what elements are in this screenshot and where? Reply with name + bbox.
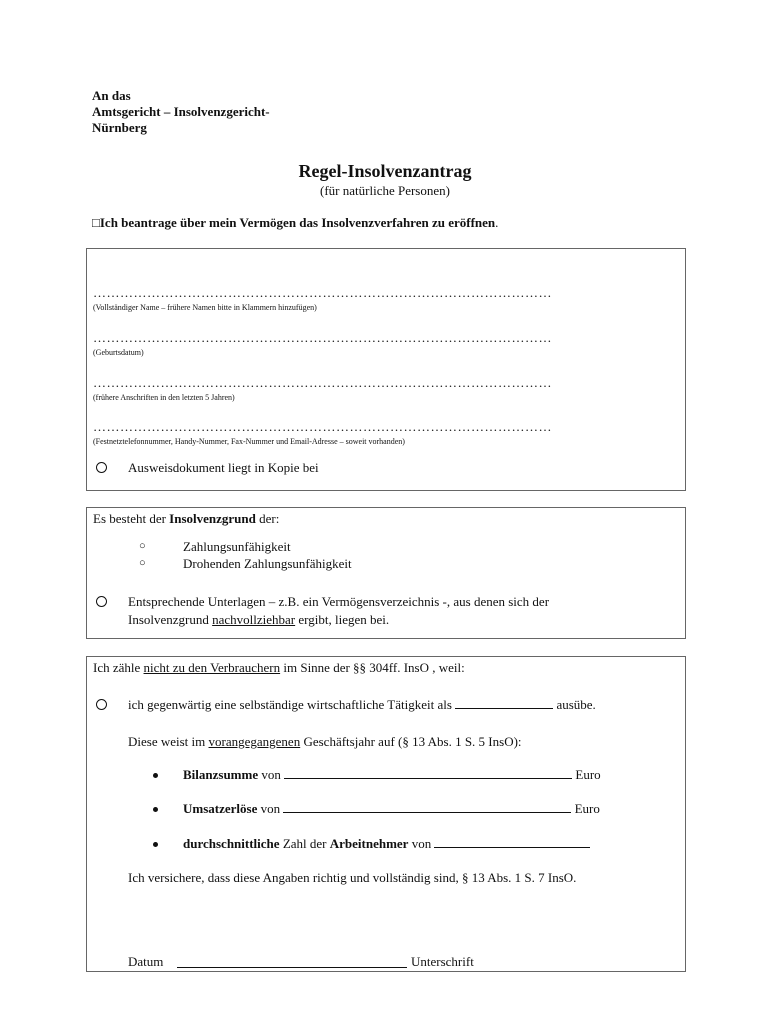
previous-address-caption: (frühere Anschriften in den letzten 5 Jahren) xyxy=(93,393,235,402)
previous-year-underlined: vorangegangenen xyxy=(208,734,301,749)
address-line-3: Nürnberg xyxy=(92,120,147,135)
employees-input[interactable] xyxy=(434,837,590,848)
name-field[interactable]: ………………………………………………………………………………………… xyxy=(93,285,552,300)
self-employed-post: ausübe. xyxy=(553,697,596,712)
balance-sheet-label: Bilanzsumme xyxy=(183,767,259,782)
address-line-2: Amtsgericht – Insolvenzgericht- xyxy=(92,104,270,119)
request-statement xyxy=(92,215,498,231)
balance-sheet-of: von xyxy=(258,767,285,782)
birthdate-caption: (Geburtsdatum) xyxy=(93,348,144,357)
request-checkbox[interactable]: □ xyxy=(92,215,100,230)
documents-line-2 xyxy=(128,612,389,628)
consumer-intro xyxy=(93,660,465,676)
option-insolvency-radio[interactable]: ○ xyxy=(139,540,146,552)
revenue-of: von xyxy=(257,801,284,816)
revenue-label: Umsatzerlöse xyxy=(183,801,258,816)
documents-line-2-post: ergibt, liegen bei. xyxy=(295,612,390,627)
contact-caption: (Festnetztelefonnummer, Handy-Nummer, Fax-Nummer und Email-Adresse – soweit vorhanden) xyxy=(93,437,405,446)
self-employed-line xyxy=(128,697,596,713)
option-imminent-label: Drohenden Zahlungsunfähigkeit xyxy=(183,556,352,571)
balance-sheet-unit: Euro xyxy=(572,767,601,782)
insolvency-ground-box xyxy=(86,507,686,639)
employees-text-1: Zahl der xyxy=(279,836,330,851)
balance-sheet-input[interactable] xyxy=(284,768,572,779)
option-imminent-radio[interactable]: ○ xyxy=(139,557,146,569)
bullet-employees xyxy=(153,842,158,847)
id-copy-label: Ausweisdokument liegt in Kopie bei xyxy=(128,460,319,475)
self-employed-pre: ich gegenwärtig eine selbständige wirtschaftliche Tätigkeit als xyxy=(128,697,456,712)
option-insolvency-label: Zahlungsunfähigkeit xyxy=(183,539,291,554)
previous-address-field[interactable]: ………………………………………………………………………………………… xyxy=(93,375,552,390)
ground-intro-pre: Es besteht der xyxy=(93,511,170,526)
personal-data-box xyxy=(86,248,686,491)
documents-line-2-pre: Insolvenzgrund xyxy=(128,612,213,627)
form-title: Regel-Insolvenzantrag xyxy=(298,161,472,181)
balance-sheet-item xyxy=(183,767,601,783)
documents-line-2-underlined: nachvollziehbar xyxy=(212,612,296,627)
revenue-input[interactable] xyxy=(283,802,571,813)
consumer-intro-underlined: nicht zu den Verbrauchern xyxy=(143,660,281,675)
employees-text-2: von xyxy=(408,836,435,851)
ground-intro-bold: Insolvenzgrund xyxy=(169,511,256,526)
previous-year-pre: Diese weist im xyxy=(128,734,209,749)
employees-label-1: durchschnittliche xyxy=(183,836,280,851)
bullet-balance xyxy=(153,773,158,778)
documents-line-1: Entsprechende Unterlagen – z.B. ein Vermögensverzeichnis -, aus denen sich der xyxy=(128,594,550,609)
ground-intro xyxy=(93,511,279,527)
revenue-item xyxy=(183,801,600,817)
documents-radio[interactable] xyxy=(96,596,107,607)
date-label: Datum xyxy=(128,954,164,969)
form-subtitle: (für natürliche Personen) xyxy=(320,183,450,198)
name-caption: (Vollständiger Name – frühere Namen bitte in Klammern hinzufügen) xyxy=(93,303,317,312)
address-line-1: An das xyxy=(92,88,131,103)
previous-year-post: Geschäftsjahr auf (§ 13 Abs. 1 S. 5 InsO): xyxy=(300,734,522,749)
ground-intro-post: der: xyxy=(255,511,280,526)
signature-label: Unterschrift xyxy=(411,954,474,969)
contact-field[interactable]: ………………………………………………………………………………………… xyxy=(93,419,552,434)
employees-item xyxy=(183,836,590,852)
birthdate-field[interactable]: ………………………………………………………………………………………… xyxy=(93,330,552,345)
consumer-intro-pre: Ich zähle xyxy=(93,660,144,675)
activity-input[interactable] xyxy=(455,698,553,709)
revenue-unit: Euro xyxy=(571,801,600,816)
consumer-intro-post: im Sinne der §§ 304ff. InsO , weil: xyxy=(280,660,465,675)
request-text: Ich beantrage über mein Vermögen das Insolvenzverfahren zu eröffnen xyxy=(99,215,496,230)
assurance-text: Ich versichere, dass diese Angaben richtig und vollständig sind, § 13 Abs. 1 S. 7 InsO. xyxy=(128,870,577,885)
date-input[interactable] xyxy=(177,967,407,968)
consumer-status-box xyxy=(86,656,686,972)
employees-label-2: Arbeitnehmer xyxy=(329,836,409,851)
request-period: . xyxy=(495,215,499,230)
id-copy-radio[interactable] xyxy=(96,462,107,473)
previous-year-line xyxy=(128,734,522,750)
recipient-address xyxy=(92,88,270,136)
bullet-revenue xyxy=(153,807,158,812)
self-employed-radio[interactable] xyxy=(96,699,107,710)
